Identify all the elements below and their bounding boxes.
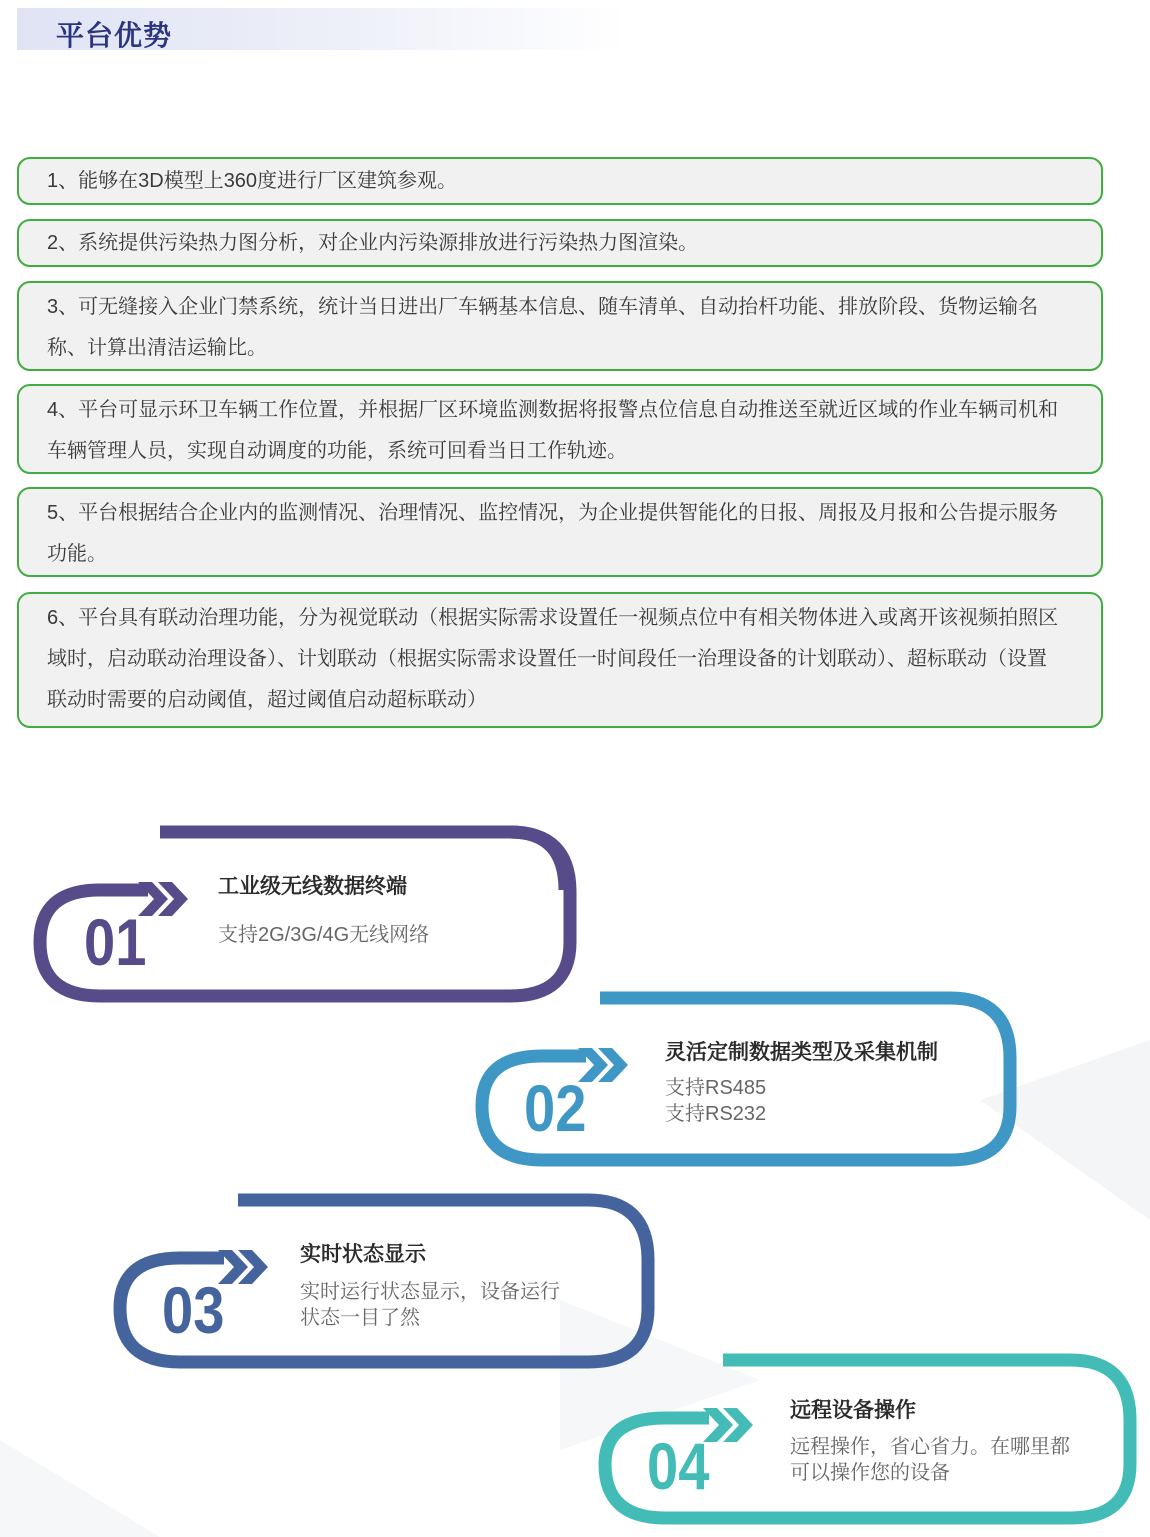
feature-item-3: 3、可无缝接入企业门禁系统，统计当日进出厂车辆基本信息、随车清单、自动抬杆功能、排放阶段、货物运输名称、计算出清洁运输比。 [17,281,1103,371]
card-desc-3-line-1: 实时运行状态显示，设备运行 [300,1281,560,1303]
card-desc-2-line-1: 支持RS485 [665,1077,767,1099]
card-title-4: 远程设备操作 [790,1399,916,1422]
card-desc-3-line-2: 状态一目了然 [300,1307,420,1329]
section-title: 平台优势 [56,20,173,51]
feature-item-6: 6、平台具有联动治理功能，分为视觉联动（根据实际需求设置任一视频点位中有相关物体进入或离开该视频拍照区域时，启动联动治理设备）、计划联动（根据实际需求设置任一时间段任一治理设备的计划联动）、超标联动（设置联动时需要的启动阈值，超过阈值启动超标联动） [17,592,1103,728]
card-desc-1-line-1: 支持2G/3G/4G无线网络 [218,924,430,946]
card-number-4: 04 [647,1429,710,1503]
card-desc-4-line-2: 可以操作您的设备 [790,1462,950,1484]
card-title-1: 工业级无线数据终端 [218,875,407,898]
chevron-right-icon [218,1250,278,1284]
feature-card-3 [120,1200,655,1370]
card-number-3: 03 [162,1273,225,1347]
card-title-3: 实时状态显示 [300,1243,426,1266]
feature-item-5: 5、平台根据结合企业内的监测情况、治理情况、监控情况，为企业提供智能化的日报、周报及月报和公告提示服务功能。 [17,487,1103,577]
card-number-1: 01 [84,905,147,979]
chevron-right-icon [138,882,198,916]
feature-card-2 [482,998,1017,1168]
card-title-2: 灵活定制数据类型及采集机制 [665,1041,938,1064]
feature-card-1 [40,832,580,1002]
chevron-right-icon [578,1048,638,1082]
feature-item-4: 4、平台可显示环卫车辆工作位置，并根据厂区环境监测数据将报警点位信息自动推送至就近区域的作业车辆司机和车辆管理人员，实现自动调度的功能，系统可回看当日工作轨迹。 [17,384,1103,474]
feature-item-2: 2、系统提供污染热力图分析，对企业内污染源排放进行污染热力图渲染。 [17,219,1103,267]
feature-item-1: 1、能够在3D模型上360度进行厂区建筑参观。 [17,157,1103,205]
card-desc-2-line-2: 支持RS232 [665,1103,767,1125]
chevron-right-icon [703,1408,763,1442]
card-desc-4-line-1: 远程操作，省心省力。在哪里都 [790,1436,1070,1458]
feature-card-4 [605,1360,1140,1530]
card-number-2: 02 [524,1071,587,1145]
